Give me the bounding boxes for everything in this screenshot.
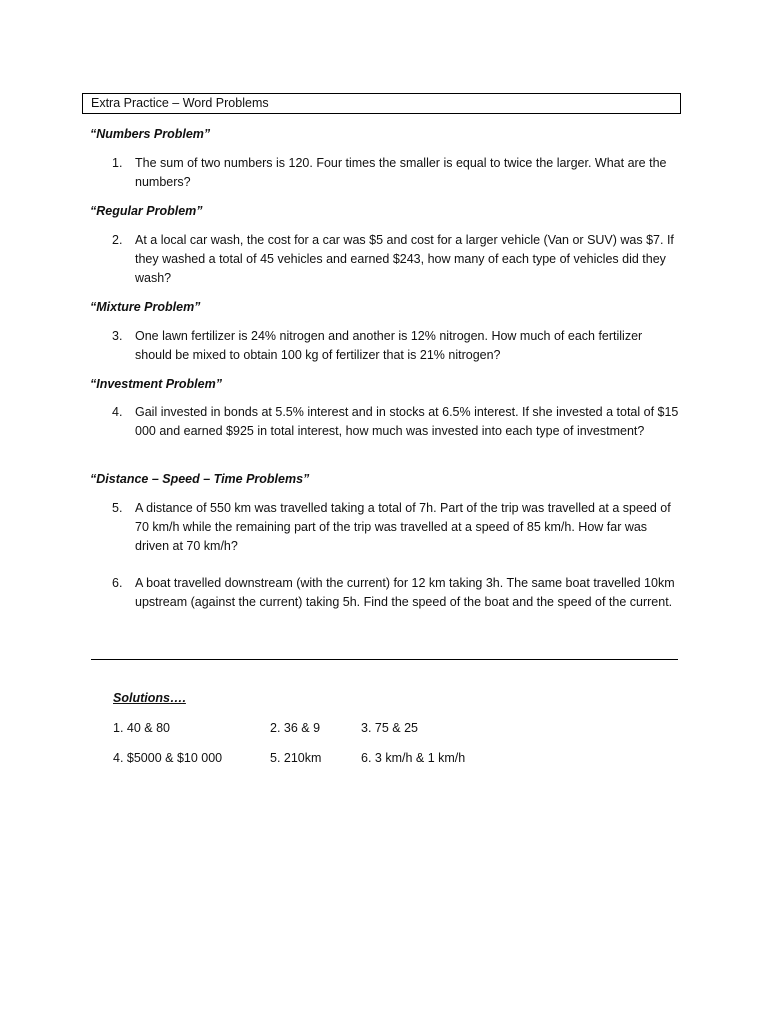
section-heading-numbers: “Numbers Problem” bbox=[90, 127, 211, 141]
problem-number: 4. bbox=[112, 405, 123, 419]
solution-item: 6. 3 km/h & 1 km/h bbox=[361, 751, 466, 765]
solution-item: 4. $5000 & $10 000 bbox=[113, 751, 223, 765]
problem-text: Gail invested in bonds at 5.5% interest and in stocks at 6.5% interest. If she invested a total of $15 000 and earned $925 in total interest, how much was invested into each type of investment? bbox=[135, 405, 679, 438]
problem-number: 6. bbox=[112, 576, 123, 590]
problem-number: 2. bbox=[112, 233, 123, 247]
solution-item: 5. 210km bbox=[270, 751, 322, 765]
section-heading-investment: “Investment Problem” bbox=[90, 377, 222, 391]
section-heading-mixture: “Mixture Problem” bbox=[90, 300, 201, 314]
problem-text: A boat travelled downstream (with the current) for 12 km taking 3h. The same boat travelled 10km upstream (against the current) taking 5h. Find the speed of the boat and the speed of the current. bbox=[135, 576, 675, 609]
solution-item: 3. 75 & 25 bbox=[361, 721, 418, 735]
section-heading-distance: “Distance – Speed – Time Problems” bbox=[90, 472, 310, 486]
problem-number: 5. bbox=[112, 501, 123, 515]
solution-item: 2. 36 & 9 bbox=[270, 721, 321, 735]
problem-text: A distance of 550 km was travelled taking a total of 7h. Part of the trip was travelled at a speed of 70 km/h while the remaining part of the trip was travelled at a speed of 85 km/h. How far was driven at 70 km/h? bbox=[135, 501, 671, 553]
problem-text: One lawn fertilizer is 24% nitrogen and another is 12% nitrogen. How much of each fertilizer should be mixed to obtain 100 kg of fertilizer that is 21% nitrogen? bbox=[135, 329, 643, 362]
problem-text: At a local car wash, the cost for a car was $5 and cost for a larger vehicle (Van or SUV) was $7. If they washed a total of 45 vehicles and earned $243, how many of each type of vehicles did they wash? bbox=[135, 233, 674, 285]
divider-line bbox=[91, 659, 678, 660]
section-heading-regular: “Regular Problem” bbox=[90, 204, 203, 218]
problem-number: 1. bbox=[112, 156, 123, 170]
solutions-heading: Solutions…. bbox=[113, 691, 186, 705]
solution-item: 1. 40 & 80 bbox=[113, 721, 170, 735]
problem-number: 3. bbox=[112, 329, 123, 343]
worksheet-title: Extra Practice – Word Problems bbox=[82, 93, 681, 114]
problem-text: The sum of two numbers is 120. Four times the smaller is equal to twice the larger. What are the numbers? bbox=[135, 156, 667, 189]
